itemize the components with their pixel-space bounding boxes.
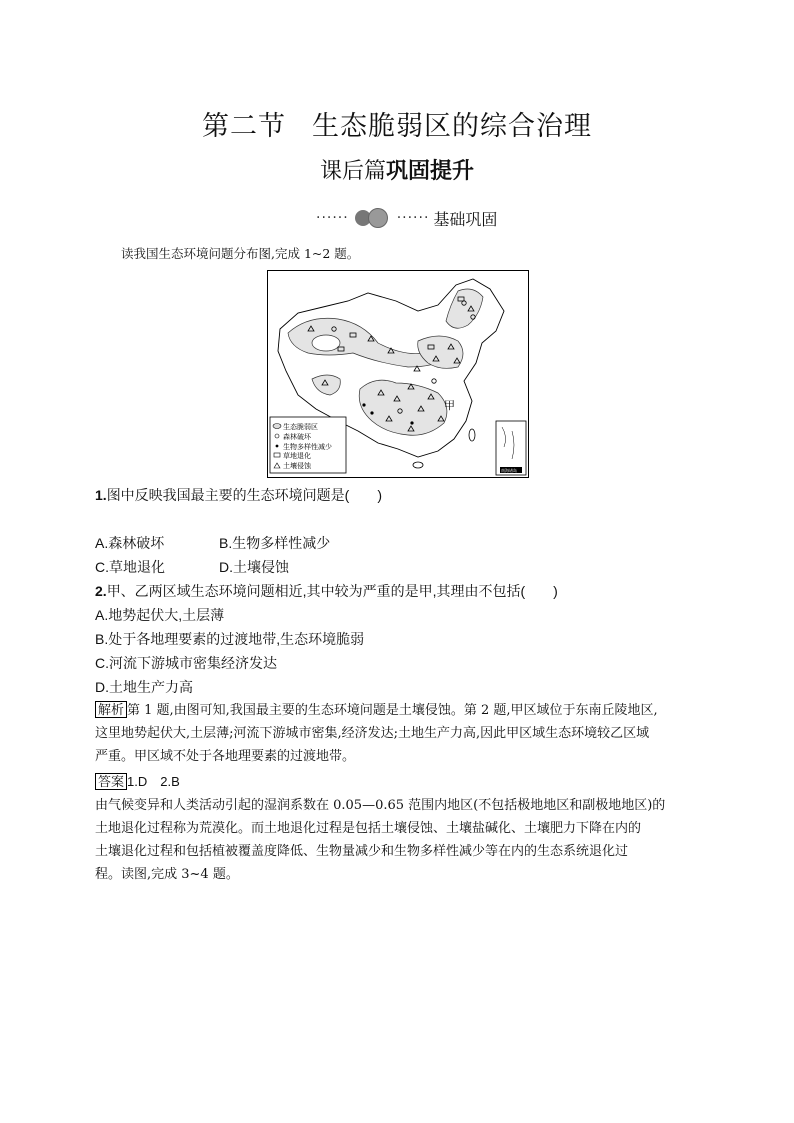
- subtitle-normal: 课后篇: [319, 159, 386, 184]
- legend-fragile: 生态脆弱区: [283, 423, 318, 431]
- fragile-zone-northeast: [446, 289, 483, 328]
- subtitle-bold: 巩固提升: [386, 159, 475, 184]
- analysis-tag: 解析: [95, 701, 127, 718]
- q2-option-d[interactable]: D.土地生产力高: [95, 679, 193, 695]
- q1-option-b[interactable]: B.生物多样性减少: [219, 535, 331, 551]
- legend-soil: 土壤侵蚀: [283, 462, 311, 470]
- section-header: [316, 205, 497, 231]
- page-title: [0, 104, 794, 143]
- q1-option-c[interactable]: C.草地退化: [95, 559, 165, 575]
- intro-text: 读我国生态环境问题分布图,完成 1~2 题。: [121, 246, 360, 261]
- dots-left: ······: [316, 210, 349, 226]
- question-2: [95, 581, 558, 601]
- q1-text: 图中反映我国最主要的生态环境问题是( ): [106, 487, 383, 503]
- legend-biodiversity: 生物多样性减少: [283, 443, 332, 451]
- page-subtitle: [0, 154, 794, 185]
- q2-text: 甲、乙两区域生态环境问题相近,其中较为严重的是甲,其理由不包括( ): [106, 583, 558, 599]
- analysis-line-2: 这里地势起伏大,土层薄;河流下游城市密集,经济发达;土地生产力高,因此甲区域生态环境较乙区域: [95, 726, 650, 741]
- q2-option-b[interactable]: B.处于各地理要素的过渡地带,生态环境脆弱: [95, 631, 365, 647]
- answer-text: 1.D 2.B: [127, 774, 180, 789]
- q1-option-d[interactable]: D.土壤侵蚀: [219, 559, 289, 575]
- hainan-island: [413, 462, 423, 468]
- passage-2: [95, 794, 705, 886]
- legend-forest: 森林破坏: [283, 433, 311, 441]
- taiwan-island: [469, 429, 475, 441]
- analysis-line-1: 解析 第 1 题,由图可知,我国最主要的生态环境问题是土壤侵蚀。第 2 题,甲区域位于东南丘陵地区,: [95, 698, 705, 722]
- china-eco-map: [267, 270, 529, 478]
- passage-line-4: 程。读图,完成 3~4 题。: [95, 867, 239, 882]
- title-section-number: 第二节: [202, 111, 286, 142]
- passage-line-2: 土地退化过程称为荒漠化。而土地退化过程是包括土壤侵蚀、土壤盐碱化、土壤肥力下降在内的: [95, 821, 642, 836]
- region-label-jia: 甲: [444, 399, 455, 412]
- answer-tag: 答案: [95, 773, 127, 790]
- q1-number: 1.: [95, 487, 107, 503]
- passage-line-1: 由气候变异和人类活动引起的湿润系数在 0.05—0.65 范围内地区(不包括极地地区和副极地地区)的: [95, 798, 666, 813]
- q2-number: 2.: [95, 583, 107, 599]
- q1-option-a[interactable]: A.森林破坏: [95, 535, 165, 551]
- analysis-line-3: 严重。甲区域不处于各地理要素的过渡地带。: [95, 749, 356, 764]
- q2-option-a[interactable]: A.地势起伏大,土层薄: [95, 607, 225, 623]
- section-badge-icon: [353, 208, 393, 228]
- passage-line-3: 土壤退化过程和包括植被覆盖度降低、生物量减少和生物多样性减少等在内的生态系统退化过: [95, 844, 629, 859]
- analysis-block: [95, 698, 705, 768]
- section-label: 基础巩固: [433, 209, 498, 229]
- inset-box: [496, 421, 526, 475]
- fragile-zone-southwest: [359, 380, 447, 435]
- map-svg: [268, 271, 528, 477]
- legend-grassland: 草地退化: [283, 452, 311, 460]
- dots-right: ······: [396, 210, 430, 226]
- q2-option-c[interactable]: C.河流下游城市密集经济发达: [95, 655, 277, 671]
- title-text: 生态脆弱区的综合治理: [312, 111, 592, 142]
- answer-block: [95, 770, 705, 794]
- inset-label: 南海诸岛: [501, 468, 517, 473]
- question-1: [95, 485, 382, 505]
- tarim-basin: [312, 335, 340, 351]
